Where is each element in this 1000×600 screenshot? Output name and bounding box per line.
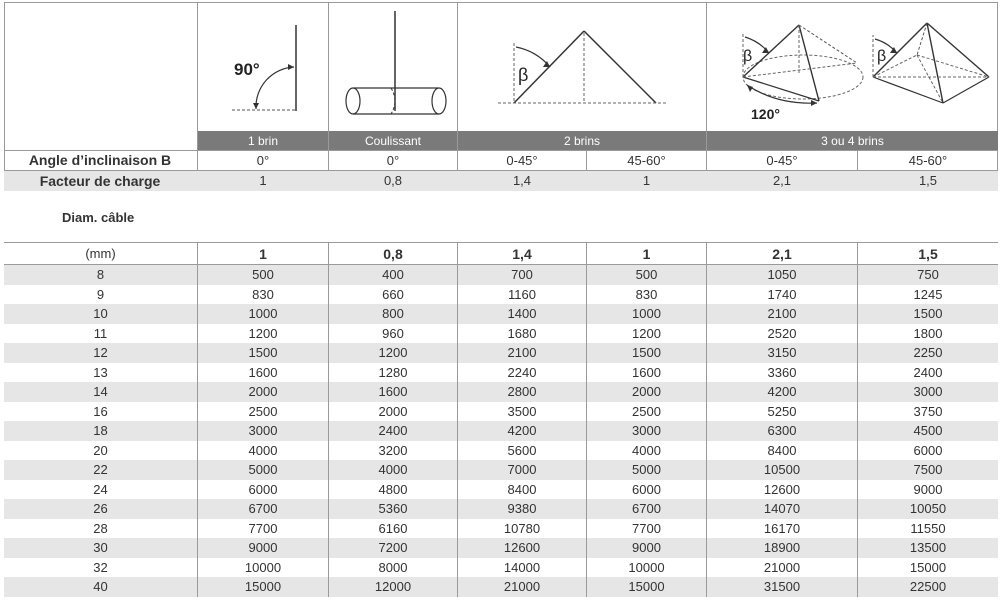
factor-header: 0,8 [383,245,403,262]
factor-cell: 1,5 [918,173,938,188]
capacity-cell: 1000 [248,306,278,322]
capacity-cell: 6000 [913,442,943,458]
capacity-cell: 4000 [378,462,408,478]
capacity-cell: 3200 [378,442,408,458]
capacity-cell: 10000 [628,559,665,575]
capacity-cell: 5000 [632,462,661,478]
three-angle-label: β [743,48,753,65]
capacity-cell: 2520 [767,325,797,341]
capacity-cell: 10780 [503,520,541,536]
capacity-cell: 14070 [763,501,801,517]
two-leg-diagram [458,3,706,131]
capacity-cell: 660 [382,286,404,302]
config-three-four-legs: 3 ou 4 brins [707,131,998,150]
diameter-cell: 18 [93,423,108,439]
capacity-cell: 6700 [248,501,278,517]
capacity-cell: 4200 [767,384,797,400]
capacity-cell: 6000 [632,481,661,497]
two-angle-label: β [518,65,529,85]
config-two-legs: 2 brins [458,131,706,150]
config-one-leg: 1 brin [198,131,328,150]
capacity-cell: 1740 [767,286,797,302]
capacity-cell: 11550 [910,520,946,536]
capacity-cell: 9000 [913,481,943,497]
capacity-cell: 6000 [248,481,278,497]
capacity-cell: 2100 [767,306,797,322]
capacity-cell: 10050 [909,501,947,517]
diameter-cell: 8 [96,267,105,283]
capacity-cell: 1245 [913,286,943,302]
diameter-cell: 9 [96,286,105,302]
diameter-cell: 26 [93,501,108,517]
capacity-cell: 2000 [632,384,661,400]
diam-cable-label: Diam. câble [62,210,135,225]
capacity-cell: 3000 [632,423,661,439]
capacity-cell: 10500 [763,462,801,478]
unit-header: (mm) [85,246,116,261]
capacity-cell: 2100 [507,345,537,361]
capacity-cell: 5000 [248,462,278,478]
capacity-cell: 2240 [507,364,537,380]
capacity-cell: 21000 [503,579,541,595]
angle-cell: 0-45° [766,153,798,168]
capacity-cell: 15000 [628,579,665,595]
capacity-cell: 1000 [632,306,661,322]
diameter-cell: 32 [93,559,108,575]
capacity-cell: 500 [252,267,274,283]
capacity-cell: 3150 [767,345,797,361]
diameter-cell: 14 [93,384,108,400]
capacity-cell: 12000 [374,579,412,595]
factor-cell: 1 [642,173,651,188]
diameter-cell: 30 [93,540,108,556]
capacity-cell: 2400 [913,364,943,380]
capacity-cell: 3000 [248,423,278,439]
capacity-cell: 500 [635,267,658,283]
diameter-cell: 24 [93,481,108,497]
table-header-divider [4,264,998,265]
capacity-cell: 6300 [767,423,797,439]
factor-cell: 2,1 [772,173,792,188]
diameter-cell: 40 [93,579,108,595]
factor-header: 1,5 [918,245,938,262]
capacity-cell: 1600 [248,364,278,380]
factor-header: 1 [642,245,651,262]
capacity-cell: 1500 [632,345,661,361]
four-leg-diagram [867,3,998,131]
capacity-cell: 4000 [248,442,278,458]
capacity-cell: 1200 [248,325,278,341]
table-divider [586,243,587,597]
capacity-cell: 4800 [378,481,408,497]
diameter-cell: 10 [93,306,108,322]
diameter-cell: 28 [93,520,108,536]
table-divider [706,243,707,597]
factor-header: 1 [259,245,267,262]
capacity-cell: 9380 [507,501,537,517]
capacity-cell: 9000 [248,540,278,556]
table-divider [197,243,198,597]
factor-cell: 0,8 [383,173,403,188]
capacity-cell: 1800 [913,325,943,341]
one-leg-diagram [198,3,328,131]
capacity-cell: 4000 [632,442,661,458]
capacity-cell: 750 [917,267,939,283]
angle-cell: 0° [386,153,400,168]
capacity-cell: 12600 [503,540,541,556]
config-sliding: Coulissant [329,131,457,150]
capacity-cell: 8000 [378,559,408,575]
table-divider [328,243,329,597]
capacity-cell: 1600 [378,384,408,400]
capacity-cell: 1050 [767,267,797,283]
table-divider [457,243,458,597]
capacity-cell: 3360 [767,364,797,380]
capacity-cell: 830 [635,286,658,302]
capacity-cell: 15000 [244,579,282,595]
three-spread-label: 120° [751,106,780,122]
factor-header: 1,4 [512,245,532,262]
capacity-cell: 960 [382,325,404,341]
capacity-cell: 8400 [507,481,537,497]
capacity-cell: 800 [382,306,404,322]
capacity-cell: 4200 [507,423,537,439]
capacity-cell: 7200 [378,540,408,556]
capacity-cell: 14000 [503,559,541,575]
capacity-cell: 400 [382,267,404,283]
one-angle-label: 90° [234,60,260,79]
angle-cell: 0-45° [506,153,538,168]
capacity-cell: 5600 [507,442,537,458]
capacity-cell: 2400 [378,423,408,439]
capacity-cell: 21000 [763,559,801,575]
capacity-cell: 3000 [913,384,943,400]
capacity-cell: 1200 [378,345,408,361]
capacity-cell: 7500 [913,462,943,478]
capacity-cell: 16170 [763,520,801,536]
diameter-cell: 11 [93,325,108,341]
capacity-cell: 1200 [632,325,661,341]
capacity-cell: 8400 [767,442,797,458]
three-leg-diagram [707,3,867,131]
diameter-cell: 20 [93,442,108,458]
capacity-cell: 3750 [913,403,943,419]
capacity-cell: 1400 [507,306,537,322]
capacity-cell: 830 [252,286,274,302]
sliding-diagram [329,3,457,131]
capacity-cell: 18900 [763,540,801,556]
table-divider [857,243,858,597]
capacity-cell: 1160 [508,286,536,302]
capacity-cell: 15000 [909,559,947,575]
capacity-cell: 13500 [909,540,947,556]
diameter-cell: 12 [93,345,108,361]
capacity-cell: 31500 [763,579,801,595]
diameter-cell: 22 [93,462,108,478]
angle-cell: 45-60° [908,153,948,168]
capacity-cell: 5250 [767,403,797,419]
angle-row-label: Angle d’inclinaison B [28,152,172,168]
angle-cell: 45-60° [627,153,666,168]
diameter-cell: 16 [93,403,108,419]
capacity-cell: 12600 [763,481,801,497]
capacity-cell: 10000 [244,559,282,575]
capacity-cell: 2000 [248,384,278,400]
diameter-cell: 13 [93,364,108,380]
factor-cell: 1,4 [512,173,532,188]
capacity-cell: 1500 [913,306,943,322]
capacity-cell: 700 [511,267,533,283]
capacity-cell: 6700 [632,501,661,517]
capacity-cell: 2500 [632,403,661,419]
capacity-cell: 1500 [248,345,278,361]
factor-row-label: Facteur de charge [39,173,161,189]
factor-cell: 1 [259,173,267,188]
capacity-cell: 6160 [378,520,408,536]
capacity-cell: 1600 [632,364,661,380]
capacity-cell: 7700 [632,520,661,536]
factor-header: 2,1 [772,245,792,262]
capacity-cell: 9000 [632,540,661,556]
capacity-cell: 2250 [913,345,943,361]
capacity-cell: 22500 [909,579,947,595]
capacity-cell: 2000 [378,403,408,419]
capacity-cell: 3500 [507,403,537,419]
capacity-cell: 1280 [378,364,408,380]
capacity-cell: 7000 [507,462,537,478]
capacity-cell: 2500 [248,403,278,419]
angle-cell: 0° [256,153,270,168]
four-angle-label: β [877,48,887,65]
capacity-cell: 7700 [248,520,278,536]
capacity-cell: 4500 [913,423,943,439]
capacity-cell: 2800 [507,384,537,400]
capacity-cell: 1680 [507,325,537,341]
capacity-cell: 5360 [378,501,408,517]
